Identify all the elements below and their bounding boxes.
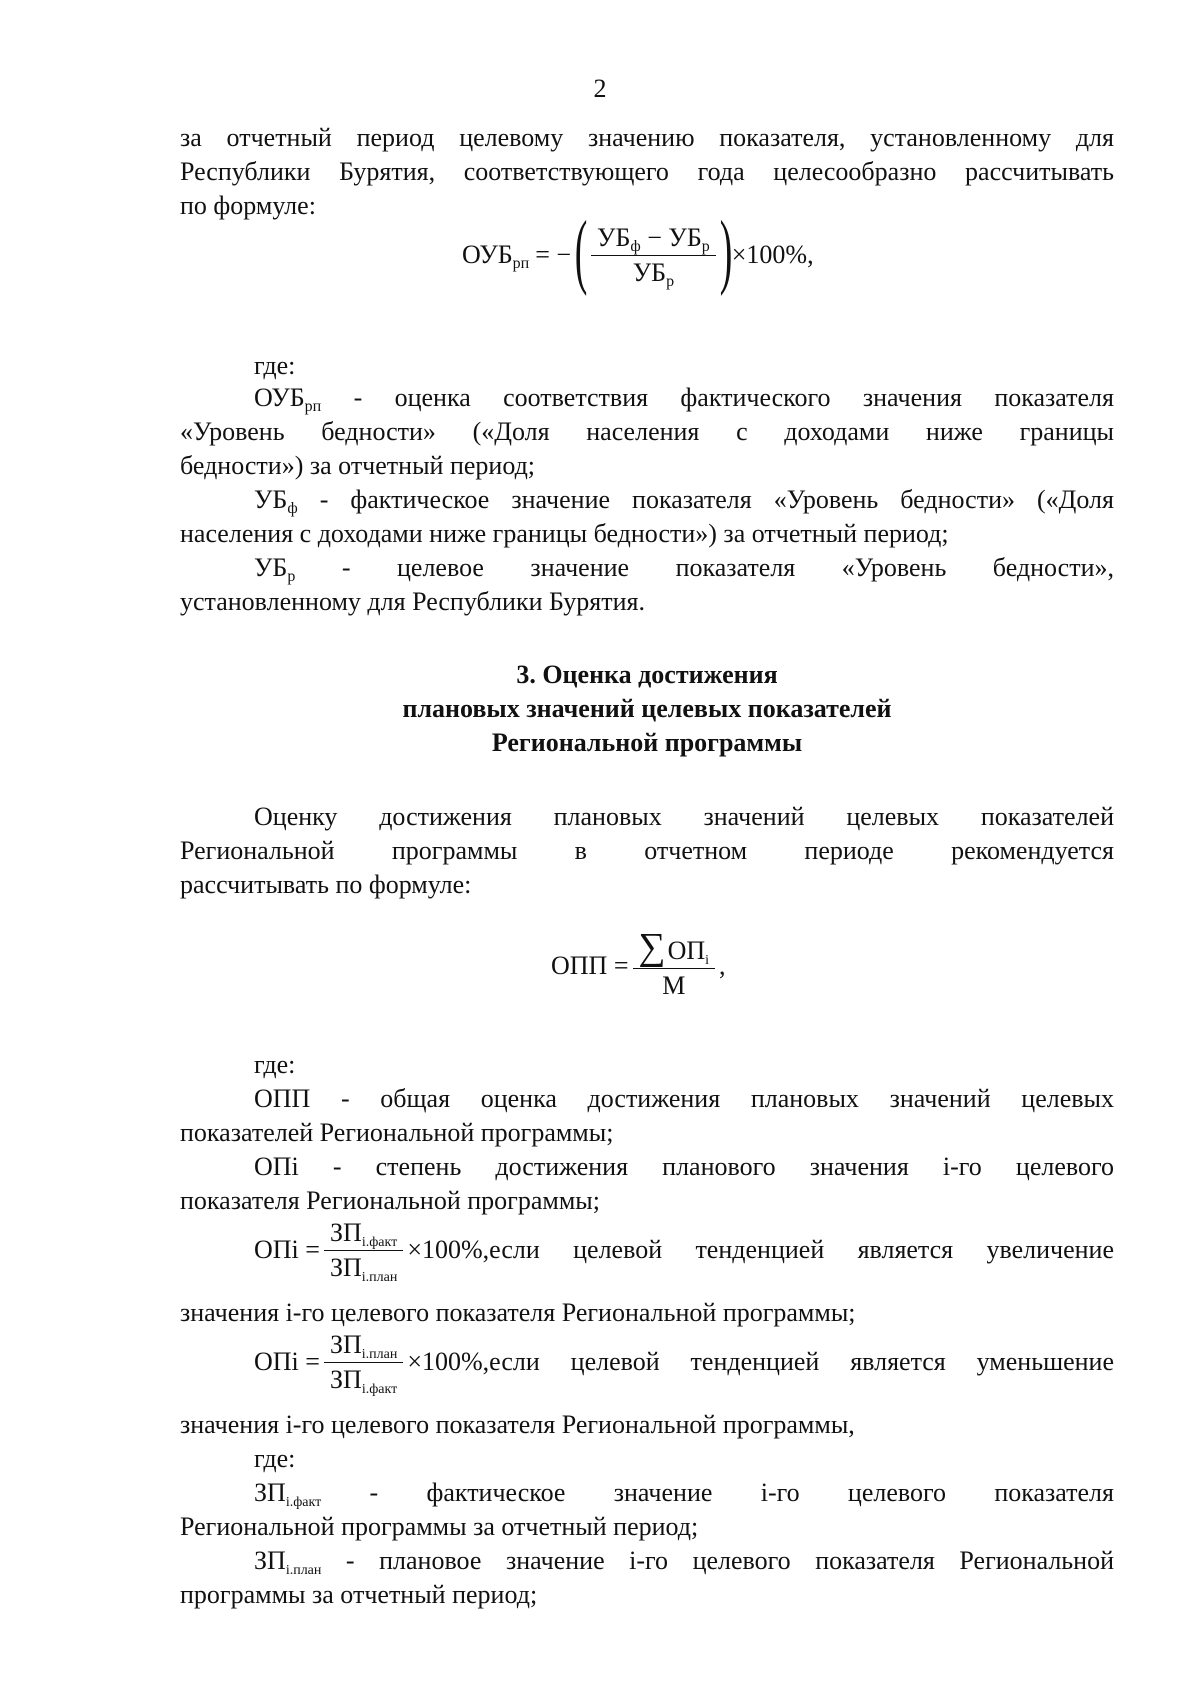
formula-oub-denominator: $УБ_р$ — [632, 257, 675, 290]
intro-line-1: за отчетный период целевому значению показателя, установленному для — [180, 123, 1114, 152]
para2-line-3: рассчитывать по формуле: — [180, 870, 472, 899]
def-zp-fact-line-1: $ЗП_{i.факт}$ - фактическое значение i-го целевого показателя — [254, 1478, 1114, 1510]
intro-line-3: по формуле: — [180, 191, 316, 220]
def-zp-plan-line-1: $ЗП_{i.план}$ - плановое значение i-го целевого показателя Региональной — [254, 1546, 1114, 1578]
section-heading-line-1: 3. Оценка достижения — [516, 660, 778, 689]
formula-opp-fraction — [633, 925, 716, 1001]
where-label-3: где: — [254, 1444, 296, 1473]
def-opi-line-2: показателя Региональной программы; — [180, 1186, 600, 1215]
intro-line-2: Республики Бурятия, соответствующего года целесообразно рассчитывать — [180, 157, 1114, 186]
def-oub-line-1: $ОУБ_{рп}$ - оценка соответствия фактического значения показателя — [254, 383, 1114, 415]
formula-oub-tail: ×100%, — [731, 240, 814, 269]
formula-opi-decrease-denominator: $ЗП_{i.факт}$ — [330, 1364, 398, 1397]
formula-opi-increase — [254, 1215, 1114, 1285]
def-opp-line-1: ОПП - общая оценка достижения плановых значений целевых — [254, 1084, 1114, 1113]
def-zp-plan-line-2: программы за отчетный период; — [180, 1580, 538, 1609]
formula-opi-increase-fraction — [324, 1218, 403, 1283]
page-number: 2 — [593, 74, 607, 103]
formula-oub-lhs: $ОУБ_{рп}$ — [462, 240, 530, 272]
def-ubr-line-2: установленному для Республики Бурятия. — [180, 587, 645, 616]
formula-opi-increase-tail: ×100%, — [407, 1235, 490, 1264]
where-label-1: где: — [254, 351, 296, 380]
formula-opp — [551, 925, 726, 1002]
formula-opi-increase-lhs: ОПi = — [254, 1235, 320, 1264]
formula-opi-increase-denominator: $ЗП_{i.план}$ — [329, 1252, 398, 1285]
formula-oub-paren-close: ) — [719, 204, 733, 297]
para2-line-1: Оценку достижения плановых значений целевых показателей — [254, 802, 1114, 831]
formula-oub-fraction — [591, 223, 716, 288]
formula-opi-decrease-continuation: значения i-го целевого показателя Региональной программы, — [180, 1410, 855, 1439]
def-opi-line-1: ОПi - степень достижения планового значения i-го целевого — [254, 1152, 1114, 1181]
formula-opi-decrease-tail: ×100%, — [407, 1347, 490, 1376]
def-oub-line-2: «Уровень бедности» («Доля населения с доходами ниже границы — [180, 417, 1114, 446]
def-ubf-line-1: $УБ_ф$ - фактическое значение показателя «Уровень бедности» («Доля — [254, 485, 1114, 517]
section-heading-line-2: плановых значений целевых показателей — [402, 694, 892, 723]
formula-oub — [462, 204, 814, 300]
section-heading-line-3: Региональной программы — [491, 728, 803, 757]
formula-opi-decrease — [254, 1327, 1114, 1397]
where-label-2: где: — [254, 1050, 296, 1079]
formula-opp-lhs: ОПП = — [551, 951, 629, 980]
formula-opi-increase-numerator: $ЗП_{i.факт}$ — [330, 1217, 398, 1250]
formula-opi-decrease-numerator: $ЗП_{i.план}$ — [329, 1329, 398, 1362]
formula-opp-numerator: $\sum ОП_i$ — [638, 925, 710, 968]
formula-opi-increase-continuation: значения i-го целевого показателя Региональной программы; — [180, 1298, 856, 1327]
formula-opi-increase-text: если целевой тенденцией является увеличение — [489, 1235, 1114, 1264]
formula-oub-paren-open: ( — [574, 204, 588, 297]
def-ubf-line-2: населения с доходами ниже границы бедности») за отчетный период; — [180, 519, 949, 548]
def-zp-fact-line-2: Региональной программы за отчетный период; — [180, 1512, 699, 1541]
formula-opp-denominator: М — [662, 970, 686, 1000]
def-ubr-line-1: $УБ_р$ - целевое значение показателя «Уровень бедности», — [254, 553, 1114, 585]
formula-opi-decrease-lhs: ОПi = — [254, 1347, 320, 1376]
def-opp-line-2: показателей Региональной программы; — [180, 1118, 614, 1147]
def-oub-line-3: бедности») за отчетный период; — [180, 451, 536, 480]
para2-line-2: Региональной программы в отчетном периоде рекомендуется — [180, 836, 1114, 865]
formula-oub-numerator: $УБ_ф - УБ_р$ — [597, 222, 710, 255]
formula-opi-decrease-text: если целевой тенденцией является уменьшение — [489, 1347, 1114, 1376]
formula-oub-eq: = − — [535, 240, 572, 269]
formula-opi-decrease-fraction — [324, 1330, 403, 1395]
formula-opp-tail: , — [719, 951, 726, 980]
